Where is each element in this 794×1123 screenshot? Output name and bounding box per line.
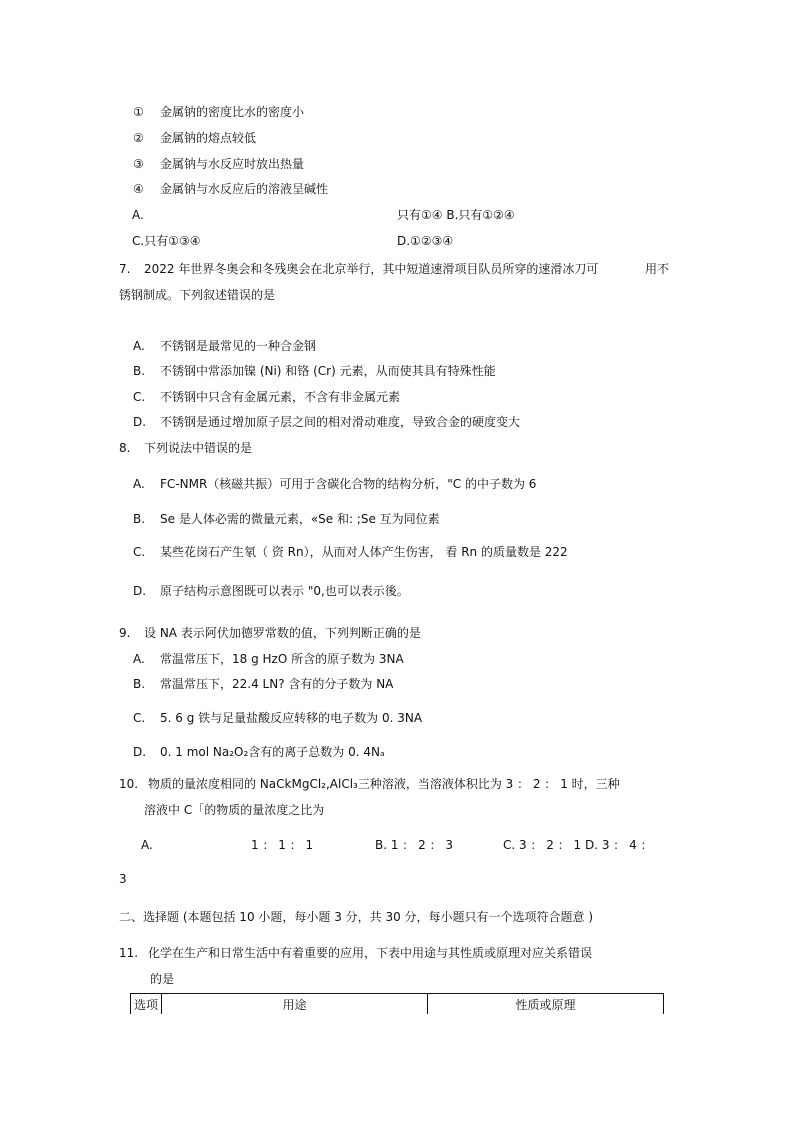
option-label: D.: [133, 745, 147, 759]
table-header-row: [131, 994, 664, 1015]
question-number: 10.: [119, 777, 139, 791]
question-number: 9.: [119, 626, 131, 640]
option-a-label: A.: [132, 208, 144, 222]
question-number: 7.: [119, 262, 131, 276]
statement-mark: ①: [133, 105, 144, 119]
option-label: A.: [133, 652, 145, 666]
question-stem: 物质的量浓度相同的 NaCkMgCl₂,AlCl₃三种溶液，当溶液体积比为 3 ： 2 ： 1 时，三种: [148, 777, 620, 791]
option-label: B.: [133, 677, 146, 691]
option-label: C.: [133, 711, 146, 725]
question-stem: 2022 年世界冬奥会和冬残奥会在北京举行，其中短道速滑项目队员所穿的速滑冰刀可: [144, 262, 599, 276]
option-text: 某些花岗石产生氡（ 资 Rn），从而对人体产生伤害， 看 Rn 的质量数是 222: [160, 545, 568, 559]
option-a-label: A.: [141, 838, 153, 852]
question-number: 8.: [119, 441, 131, 455]
option-a-text: 1 ： 1 ： 1: [251, 838, 314, 852]
option-label: D.: [133, 584, 147, 598]
option-text: FC-NMR（核磁共振）可用于含碳化合物的结构分析，"C 的中子数为 6: [160, 477, 537, 491]
section-heading: 二、选择题 (本题包括 10 小题，每小题 3 分，共 30 分，每小题只有一个选项符合题意 ): [119, 910, 594, 924]
option-text: 常温常压下，18 g HzO 所含的原子数为 3NA: [160, 652, 404, 666]
table-header-use: 用途: [162, 994, 428, 1015]
option-a-b-text: 只有①④ B.只有①②④: [397, 208, 515, 222]
table-header-property: 性质或原理: [428, 994, 664, 1015]
statement-text: 金属钠与水反应时放出热量: [160, 157, 305, 171]
option-text: Se 是人体必需的微量元素，«Se 和: ;Se 互为同位素: [160, 512, 440, 526]
question-stem-continued: 的是: [150, 972, 175, 986]
statement-text: 金属钠的熔点较低: [160, 131, 257, 145]
statement-text: 金属钠的密度比水的密度小: [160, 105, 305, 119]
option-label: A.: [133, 339, 145, 353]
option-c-text: C.只有①③④: [132, 234, 201, 248]
question-stem: 化学在生产和日常生活中有着重要的应用，下表中用途与其性质或原理对应关系错误: [148, 946, 593, 960]
question-stem: 下列说法中错误的是: [144, 441, 253, 455]
option-d-wrap: 3: [119, 872, 127, 886]
question-number: 11.: [119, 946, 139, 960]
option-text: 不锈钢中常添加镍 (Ni) 和铬 (Cr) 元素，从而使其具有特殊性能: [160, 364, 496, 378]
option-label: A.: [133, 477, 145, 491]
option-label: C.: [133, 390, 146, 404]
option-b-text: B. 1 ： 2 ： 3: [375, 838, 454, 852]
option-text: 不锈钢是最常见的一种合金钢: [160, 339, 317, 353]
option-label: D.: [133, 415, 147, 429]
question-stem-continued: 锈钢制成。下列叙述错误的是: [119, 288, 276, 302]
option-d-text: D.①②③④: [397, 234, 454, 248]
option-label: B.: [133, 364, 146, 378]
answer-table: [130, 993, 664, 1014]
statement-mark: ②: [133, 131, 144, 145]
question-stem-tail: 用不: [645, 262, 670, 276]
option-label: C.: [133, 545, 146, 559]
question-stem: 设 NA 表示阿伏加德罗常数的值，下列判断正确的是: [144, 626, 421, 640]
table-header-option: 选项: [131, 994, 162, 1015]
option-text: 原子结构示意图既可以表示 "0,也可以表示後。: [160, 584, 409, 598]
option-text: 常温常压下，22.4 LN? 含有的分子数为 NA: [160, 677, 394, 691]
option-text: 不锈钢是通过增加原子层之间的相对滑动难度，导致合金的硬度变大: [160, 415, 521, 429]
option-label: B.: [133, 512, 146, 526]
option-c-d-text: C. 3 ： 2 ： 1 D. 3 ： 4 ：: [503, 838, 653, 852]
option-text: 0. 1 mol Na₂O₂含有的离子总数为 0. 4Nₐ: [160, 745, 385, 759]
option-text: 不锈钢中只含有金属元素，不含有非金属元素: [160, 390, 401, 404]
statement-mark: ③: [133, 157, 144, 171]
statement-text: 金属钠与水反应后的溶液呈碱性: [160, 182, 329, 196]
option-text: 5. 6 g 铁与足量盐酸反应转移的电子数为 0. 3NA: [160, 711, 423, 725]
question-stem-continued: 溶液中 C「的物质的量浓度之比为: [144, 803, 325, 817]
statement-mark: ④: [133, 182, 144, 196]
